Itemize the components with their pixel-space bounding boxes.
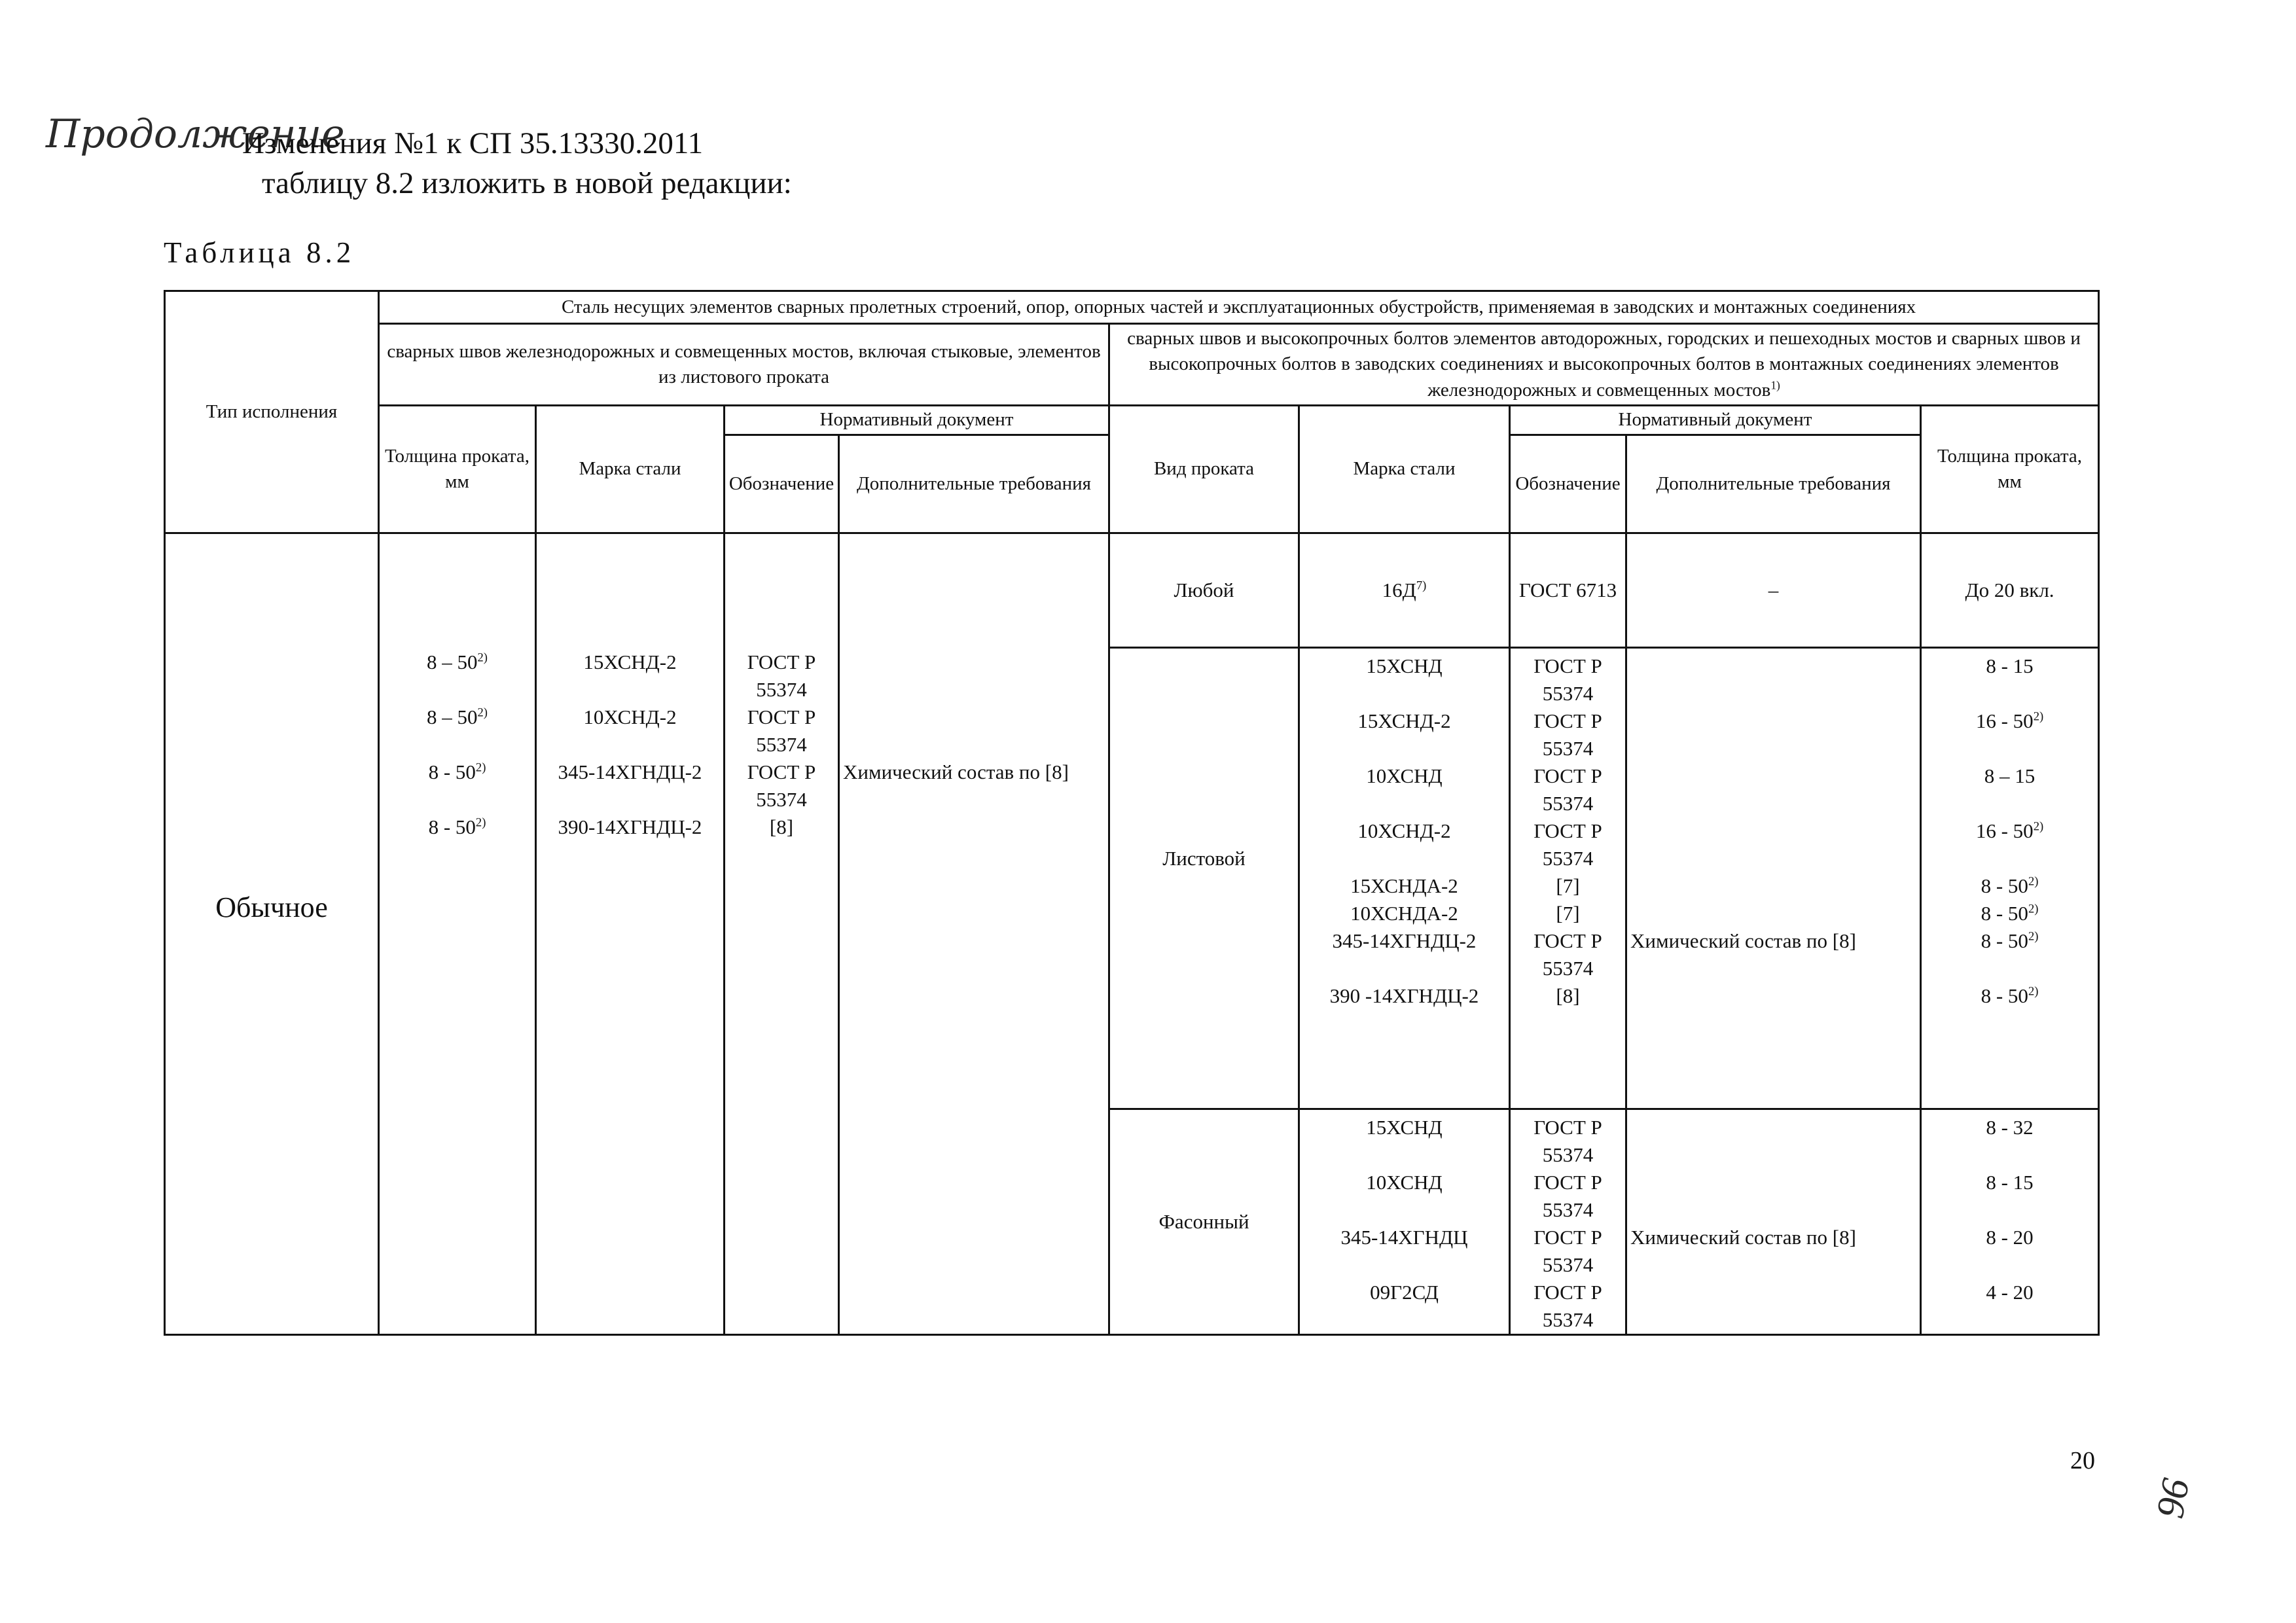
list-item: 8 - 50$^{2)}$ xyxy=(1981,929,2039,952)
list-item: 15ХСНД-2 xyxy=(1357,709,1451,732)
list-item: ГОСТ Р 55374 xyxy=(747,651,816,701)
additional-header-left: Дополнительные требования xyxy=(839,435,1109,533)
shaped-thickness-cell xyxy=(1921,1109,2099,1335)
list-item: ГОСТ Р 55374 xyxy=(1534,1116,1602,1166)
amendment-instruction: таблицу 8.2 изложить в новой редакции: xyxy=(262,166,792,200)
list-item: ГОСТ Р 55374 xyxy=(1534,929,1602,980)
page-number: 20 xyxy=(2070,1447,2095,1474)
list-item: 345-14ХГНДЦ-2 xyxy=(558,760,702,783)
list-item: 10ХСНД xyxy=(1366,764,1443,787)
list-item: ГОСТ Р 55374 xyxy=(1534,1171,1602,1221)
steel-table xyxy=(164,290,2100,1336)
list-item: ГОСТ Р 55374 xyxy=(1534,654,1602,705)
norm-doc-header-right: Нормативный документ xyxy=(1510,406,1921,435)
shaped-grade-cell xyxy=(1299,1109,1510,1335)
list-item: 8 - 50$^{2)}$ xyxy=(1981,984,2039,1007)
list-item: ГОСТ Р 55374 xyxy=(1534,709,1602,760)
grade-header-left: Марка стали xyxy=(536,406,725,533)
list-item: [7] xyxy=(1556,874,1580,897)
list-item: ГОСТ Р 55374 xyxy=(1534,764,1602,815)
norm-doc-header-left: Нормативный документ xyxy=(725,406,1109,435)
additional-header-right: Дополнительные требования xyxy=(1626,435,1921,533)
list-item: 15ХСНД xyxy=(1366,1116,1443,1139)
list-item: 345-14ХГНДЦ xyxy=(1340,1226,1468,1249)
shaped-kind: Фасонный xyxy=(1109,1109,1299,1335)
list-item: 16 - 50$^{2)}$ xyxy=(1975,819,2044,842)
list-item: 4 - 20 xyxy=(1986,1281,2034,1304)
top-header: Сталь несущих элементов сварных пролетных строений, опор, опорных частей и эксплуатационных обустройств, применяемая в заводских и монтажных соединениях xyxy=(379,291,2099,324)
list-item: 16 - 50$^{2)}$ xyxy=(1975,709,2044,732)
any-doc: ГОСТ 6713 xyxy=(1510,533,1626,648)
list-item: [7] xyxy=(1556,902,1580,925)
list-item: ГОСТ Р 55374 xyxy=(1534,819,1602,870)
sheet-thickness-cell xyxy=(1921,648,2099,1109)
left-thickness-cell xyxy=(379,533,536,1335)
left-additional-cell: Химический состав по [8] xyxy=(839,533,1109,1335)
list-item: 8 - 50$^{2)}$ xyxy=(428,760,486,783)
list-item: 10ХСНД-2 xyxy=(1357,819,1451,842)
list-item: 09Г2СД xyxy=(1370,1281,1439,1304)
left-grade-cell xyxy=(536,533,725,1335)
table-caption: Таблица 8.2 xyxy=(164,236,355,269)
any-thickness: До 20 вкл. xyxy=(1921,533,2099,648)
list-item: 8 - 50$^{2)}$ xyxy=(1981,902,2039,925)
col-type-header: Тип исполнения xyxy=(165,291,379,533)
designation-header-left: Обозначение xyxy=(725,435,839,533)
page-note: 96 xyxy=(2147,1475,2198,1522)
list-item: 8 - 15 xyxy=(1986,1171,2034,1194)
designation-header-right: Обозначение xyxy=(1510,435,1626,533)
list-item: 8 – 15 xyxy=(1984,764,2036,787)
list-item: ГОСТ Р 55374 xyxy=(1534,1281,1602,1331)
sheet-additional-cell: Химический состав по [8] xyxy=(1626,648,1921,1109)
sheet-kind: Листовой xyxy=(1109,648,1299,1109)
list-item: 345-14ХГНДЦ-2 xyxy=(1332,929,1477,952)
amendment-title: Изменения №1 к СП 35.13330.2011 xyxy=(242,126,704,160)
group-left-header: сварных швов железнодорожных и совмещенных мостов, включая стыковые, элементов из листового проката xyxy=(379,324,1109,406)
list-item: 8 - 50$^{2)}$ xyxy=(1981,874,2039,897)
thickness-header-left: Толщина проката, мм xyxy=(379,406,536,533)
rolled-type-header: Вид проката xyxy=(1109,406,1299,533)
list-item: 10ХСНД xyxy=(1366,1171,1443,1194)
list-item: 10ХСНД-2 xyxy=(583,705,677,728)
list-item: 390-14ХГНДЦ-2 xyxy=(558,815,702,838)
list-item: ГОСТ Р 55374 xyxy=(1534,1226,1602,1276)
list-item: 15ХСНДА-2 xyxy=(1350,874,1458,897)
list-item: 8 - 20 xyxy=(1986,1226,2034,1249)
list-item: 10ХСНДА-2 xyxy=(1350,902,1458,925)
group-right-header: сварных швов и высокопрочных болтов элементов автодорожных, городских и пешеходных мостов и сварных швов и высокопрочных болтов в заводских соединениях и высокопрочных болтов в монтажных соединениях элементов железнодорожных и совмещенных мостов$^{1)}$ xyxy=(1109,324,2099,406)
any-kind: Любой xyxy=(1109,533,1299,648)
list-item: 8 - 32 xyxy=(1986,1116,2034,1139)
list-item: 15ХСНД-2 xyxy=(583,651,677,673)
sheet-grade-cell xyxy=(1299,648,1510,1109)
sheet-doc-cell xyxy=(1510,648,1626,1109)
list-item: ГОСТ Р 55374 xyxy=(747,705,816,756)
list-item: [8] xyxy=(1556,984,1580,1007)
thickness-header-right: Толщина проката, мм xyxy=(1921,406,2099,533)
type-cell: Обычное xyxy=(165,533,379,1335)
left-doc-cell xyxy=(725,533,839,1335)
handwritten-note: Продолжение xyxy=(46,111,345,157)
shaped-additional-cell: Химический состав по [8] xyxy=(1626,1109,1921,1335)
list-item: 8 – 50$^{2)}$ xyxy=(427,651,488,673)
list-item: 8 - 50$^{2)}$ xyxy=(428,815,486,838)
list-item: ГОСТ Р 55374 xyxy=(747,760,816,811)
list-item: 8 - 15 xyxy=(1986,654,2034,677)
grade-header-right: Марка стали xyxy=(1299,406,1510,533)
list-item: [8] xyxy=(769,815,794,838)
any-additional: – xyxy=(1626,533,1921,648)
any-grade: $16Д^{7)}$ xyxy=(1299,533,1510,648)
list-item: 8 – 50$^{2)}$ xyxy=(427,705,488,728)
shaped-doc-cell xyxy=(1510,1109,1626,1335)
list-item: 390 -14ХГНДЦ-2 xyxy=(1329,984,1479,1007)
list-item: 15ХСНД xyxy=(1366,654,1443,677)
